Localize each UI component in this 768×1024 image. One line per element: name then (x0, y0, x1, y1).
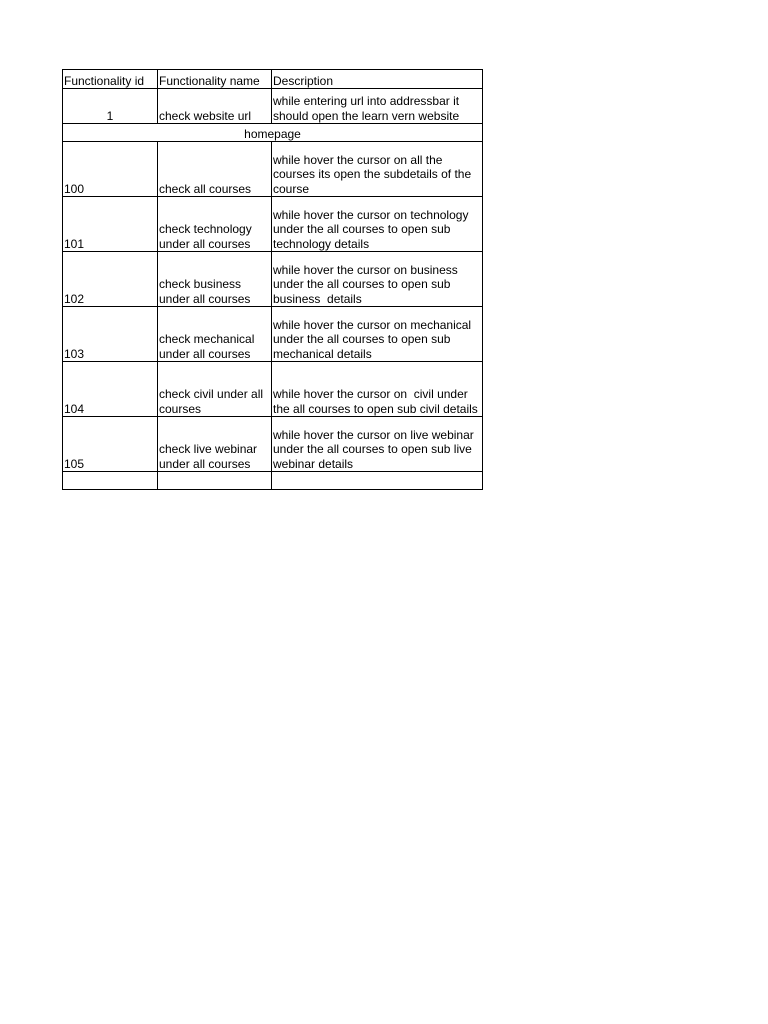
empty-row (63, 472, 483, 490)
functionality-id-cell: 101 (63, 197, 158, 252)
header-functionality-id: Functionality id (63, 70, 158, 89)
functionality-id-cell: 1 (63, 89, 158, 124)
empty-cell (158, 472, 272, 490)
functionality-name-cell: check mechanical under all courses (158, 307, 272, 362)
functionality-id-cell: 102 (63, 252, 158, 307)
functionality-table (62, 69, 483, 490)
table-row (63, 197, 483, 252)
header-row (63, 70, 483, 89)
description-cell: while hover the cursor on live webinar under the all courses to open sub live webinar details (272, 417, 483, 472)
header-functionality-name: Functionality name (158, 70, 272, 89)
functionality-id-cell: 104 (63, 362, 158, 417)
section-row (63, 124, 483, 142)
header-description: Description (272, 70, 483, 89)
description-cell: while hover the cursor on mechanical under the all courses to open sub mechanical details (272, 307, 483, 362)
functionality-id-cell: 100 (63, 142, 158, 197)
table-row (63, 89, 483, 124)
description-cell: while hover the cursor on civil under the all courses to open sub civil details (272, 362, 483, 417)
description-cell: while hover the cursor on technology under the all courses to open sub technology details (272, 197, 483, 252)
description-cell: while entering url into addressbar it should open the learn vern website (272, 89, 483, 124)
functionality-name-cell: check live webinar under all courses (158, 417, 272, 472)
functionality-name-cell: check business under all courses (158, 252, 272, 307)
functionality-name-cell: check technology under all courses (158, 197, 272, 252)
functionality-id-cell: 105 (63, 417, 158, 472)
table-row (63, 307, 483, 362)
empty-cell (63, 472, 158, 490)
functionality-name-cell: check website url (158, 89, 272, 124)
table-row (63, 252, 483, 307)
table-row (63, 362, 483, 417)
table-row (63, 417, 483, 472)
functionality-name-cell: check civil under all courses (158, 362, 272, 417)
empty-cell (272, 472, 483, 490)
functionality-id-cell: 103 (63, 307, 158, 362)
section-label-homepage: homepage (63, 124, 483, 142)
functionality-name-cell: check all courses (158, 142, 272, 197)
description-cell: while hover the cursor on all the courses its open the subdetails of the course (272, 142, 483, 197)
table-row (63, 142, 483, 197)
description-cell: while hover the cursor on business under the all courses to open sub business details (272, 252, 483, 307)
